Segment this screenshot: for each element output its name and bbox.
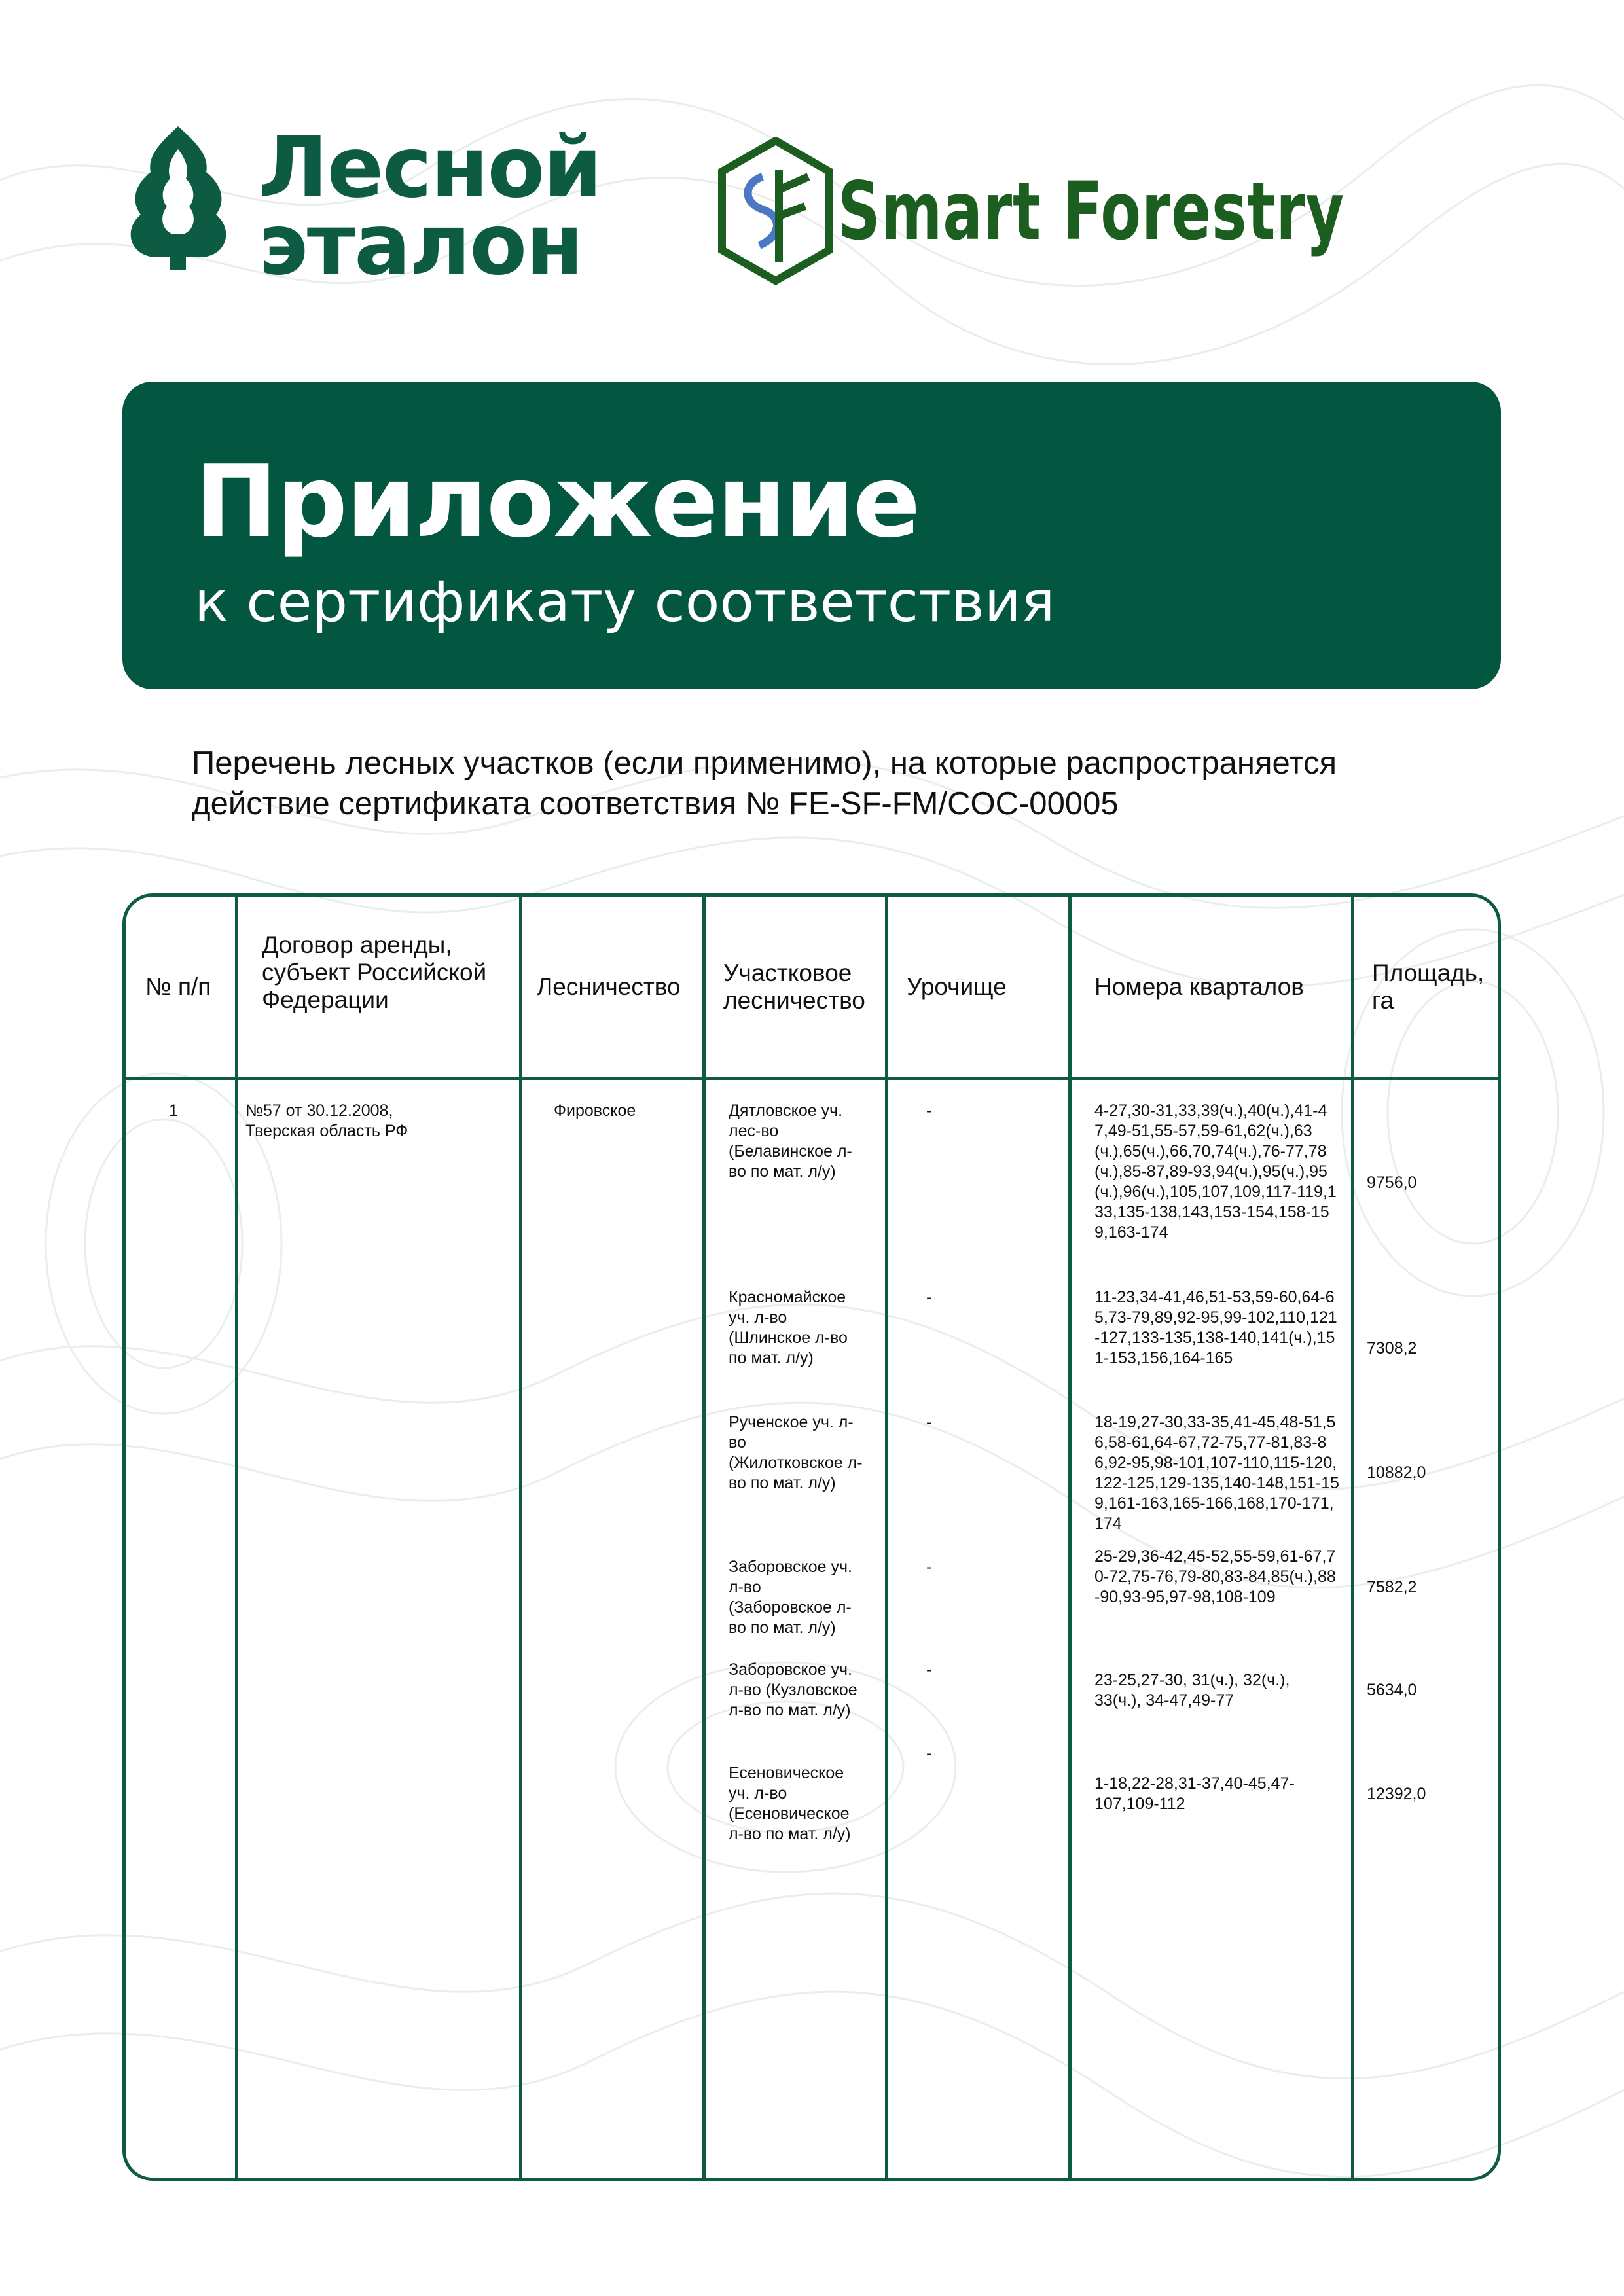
page-title: Приложение xyxy=(194,444,920,560)
area-cell: 10882,0 xyxy=(1367,1463,1426,1482)
row-forestry: Фировское xyxy=(554,1102,636,1120)
intro-line-2: действие сертификата соответствия № FE-SF-FM/COC-00005 xyxy=(192,786,1119,821)
tract-cell: - xyxy=(926,1288,932,1306)
district-cell: Рученское уч. л-во (Жилотковское л-во по мат. л/у) xyxy=(729,1413,863,1492)
intro-line-1: Перечень лесных участков (если применимо), на которые распространяется xyxy=(192,745,1337,781)
quarters-cell: 1-18,22-28,31-37,40-45,47-107,109-112 xyxy=(1094,1774,1295,1813)
quarters-cell: 11-23,34-41,46,51-53,59-60,64-65,73-79,89,92-95,99-102,110,121-127,133-135,138-140,141(ч.),151-153,156,164-165 xyxy=(1094,1288,1337,1367)
hexagon-sf-icon xyxy=(717,137,835,285)
page-subtitle: к сертификату соответствия xyxy=(194,569,1055,635)
logo-text-line1: Лесной xyxy=(259,119,602,217)
forest-plots-table xyxy=(122,893,1501,2181)
title-banner xyxy=(122,382,1501,689)
area-cell: 12392,0 xyxy=(1367,1785,1426,1803)
row-num: 1 xyxy=(169,1102,178,1120)
district-cell: Красномайское уч. л-во (Шлинское л-во по мат. л/у) xyxy=(729,1288,848,1367)
quarters-cell: 4-27,30-31,33,39(ч.),40(ч.),41-47,49-51,55-57,59-61,62(ч.),63(ч.),65(ч.),66,70,74(ч.),76-77,78(ч.),85-87,89-93,94(ч.),95(ч.),95(ч.),96(ч.),105,107,109,117-119,133,135-138,143,153-154,158-159,163-174 xyxy=(1094,1102,1337,1242)
header-forestry: Лесничество xyxy=(537,973,681,1000)
tract-cell: - xyxy=(926,1102,932,1120)
area-cell: 7308,2 xyxy=(1367,1339,1417,1357)
header-quarters: Номера кварталов xyxy=(1094,973,1304,1000)
quarters-cell: 18-19,27-30,33-35,41-45,48-51,56,58-61,64-67,72-75,77-81,83-86,92-95,98-101,107-110,115-120,122-125,129-135,140-148,151-159,161-163,165-166,168,170-171,174 xyxy=(1094,1413,1339,1533)
tract-cell: - xyxy=(926,1558,932,1576)
header-area: Площадь, га xyxy=(1372,960,1485,1014)
tract-cell: - xyxy=(926,1660,932,1679)
tree-icon xyxy=(121,123,236,280)
quarters-cell: 23-25,27-30, 31(ч.), 32(ч.), 33(ч.), 34-47,49-77 xyxy=(1094,1671,1290,1710)
header-num: № п/п xyxy=(145,973,211,1000)
lesnoy-etalon-logo xyxy=(121,119,602,294)
table-column-divider xyxy=(235,895,238,2179)
quarters-cell: 25-29,36-42,45-52,55-59,61-67,70-72,75-76,79-80,83-84,85(ч.),88-90,93-95,97-98,108-109 xyxy=(1094,1547,1336,1606)
tract-cell: - xyxy=(926,1744,932,1763)
table-header-divider xyxy=(124,1077,1500,1080)
area-cell: 9756,0 xyxy=(1367,1174,1417,1192)
logo-text-line2: эталон xyxy=(259,196,583,294)
table-column-divider xyxy=(519,895,522,2179)
header-district: Участковое лесничество xyxy=(723,960,865,1014)
logo-text-smart-forestry: Smart Forestry xyxy=(838,165,1345,258)
district-cell: Дятловское уч. лес-во (Белавинское л-во по мат. л/у) xyxy=(729,1102,852,1181)
table-column-divider xyxy=(885,895,888,2179)
header-contract: Договор аренды, субъект Российской Федерации xyxy=(262,931,487,1013)
table-column-divider xyxy=(1068,895,1072,2179)
district-cell: Заборовское уч. л-во (Заборовское л-во по мат. л/у) xyxy=(729,1558,852,1637)
table-column-divider xyxy=(702,895,706,2179)
header-tract: Урочище xyxy=(907,973,1007,1000)
district-cell: Есеновическое уч. л-во (Есеновическое л-во по мат. л/у) xyxy=(729,1764,851,1843)
table-column-divider xyxy=(1351,895,1354,2179)
intro-text xyxy=(192,743,1501,824)
district-cell: Заборовское уч. л-во (Кузловское л-во по мат. л/у) xyxy=(729,1660,857,1719)
area-cell: 5634,0 xyxy=(1367,1681,1417,1699)
row-contract: №57 от 30.12.2008, Тверская область РФ xyxy=(245,1102,408,1140)
smart-forestry-logo xyxy=(717,137,1345,285)
tract-cell: - xyxy=(926,1413,932,1431)
area-cell: 7582,2 xyxy=(1367,1578,1417,1596)
